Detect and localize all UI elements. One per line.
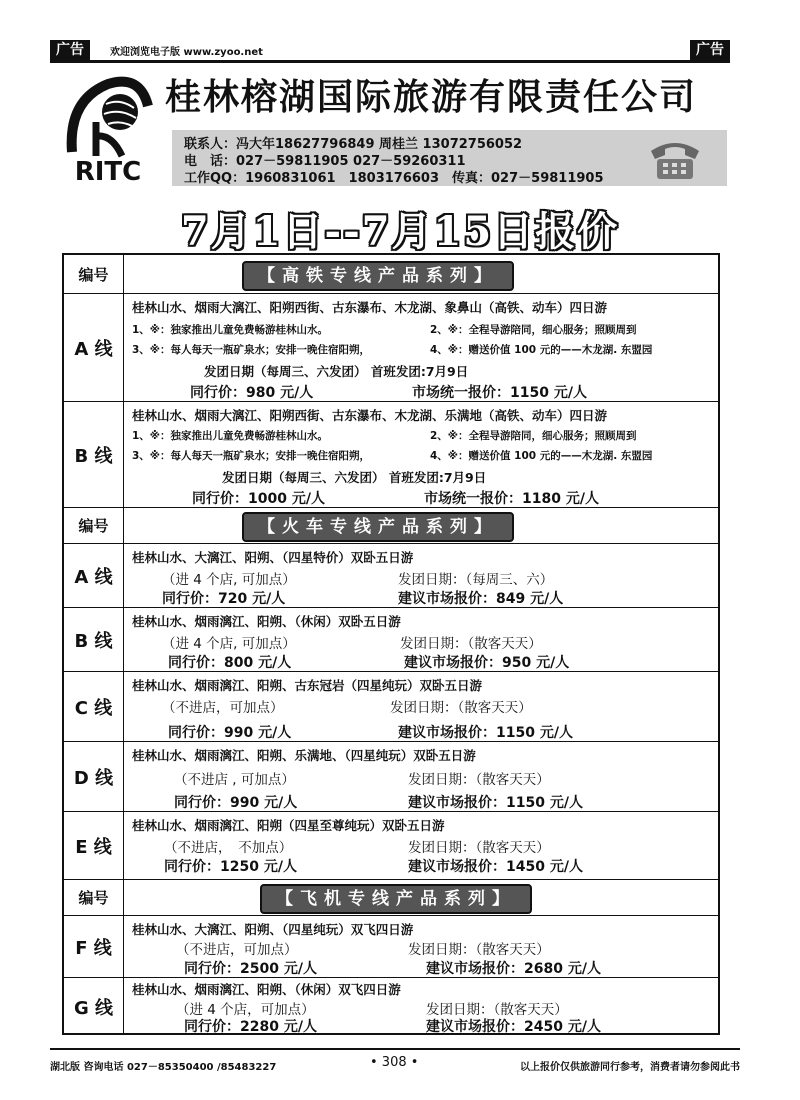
- table-row: [64, 915, 718, 977]
- route: 桂林山水、烟雨漓江、阳朔、（休闲）双卧五日游: [132, 614, 401, 629]
- shops: （不进店，可加点）: [162, 700, 284, 716]
- trade-price: 同行价：990 元/人: [168, 725, 292, 741]
- telephone-icon: [645, 133, 705, 183]
- table-row: [64, 401, 718, 507]
- date-range-title: 7月1日--7月15日报价: [180, 208, 620, 255]
- section-header-row: [64, 879, 718, 915]
- market-price: 市场统一报价：1180 元/人: [424, 491, 599, 507]
- trade-price: 同行价：990 元/人: [174, 795, 298, 811]
- price-table: [62, 253, 720, 1035]
- code-header: 编号: [64, 255, 124, 293]
- route: 桂林山水、烟雨漓江、阳朔、（休闲）双飞四日游: [132, 982, 401, 997]
- logo-text: RITC: [74, 157, 142, 186]
- table-row: [64, 811, 718, 879]
- route: 桂林山水、烟雨漓江、阳朔、乐满地、（四星纯玩）双卧五日游: [132, 748, 476, 763]
- line-code: B 线: [64, 608, 124, 671]
- schedule: 发团日期：（每周三、六）: [398, 572, 554, 588]
- shops: （不进店 , 可加点）: [174, 772, 295, 788]
- ad-tag-right: 广告: [690, 40, 730, 60]
- note: 3、※：每人每天一瓶矿泉水；安排一晚住宿阳朔，: [132, 344, 371, 356]
- shops: （进 4 个店, 可加点）: [162, 636, 296, 652]
- market-price: 建议市场报价：2680 元/人: [426, 961, 601, 977]
- company-name: 桂林榕湖国际旅游有限责任公司: [165, 77, 698, 118]
- company-logo: [62, 76, 154, 186]
- market-price: 建议市场报价：849 元/人: [398, 591, 564, 607]
- market-price: 建议市场报价：1150 元/人: [398, 725, 573, 741]
- trade-price: 同行价：980 元/人: [190, 385, 314, 401]
- footer: [50, 1048, 740, 1073]
- section-header-row: [64, 507, 718, 543]
- market-price: 市场统一报价：1150 元/人: [412, 385, 587, 401]
- schedule: 发团日期：（散客天天）: [408, 772, 550, 788]
- shops: （不进店，可加点）: [176, 942, 298, 958]
- trade-price: 同行价：2500 元/人: [184, 961, 317, 977]
- note: 2、※：全程导游陪同，细心服务；照顾周到: [430, 430, 637, 442]
- ad-tag-left: 广告: [50, 40, 90, 60]
- trade-price: 同行价：720 元/人: [162, 591, 286, 607]
- market-price: 建议市场报价：1150 元/人: [408, 795, 583, 811]
- shops: （进 4 个店，可加点）: [176, 1002, 315, 1018]
- route: 桂林山水、烟雨漓江、阳朔（四星至尊纯玩）双卧五日游: [132, 818, 445, 833]
- schedule: 发团日期：（散客天天）: [426, 1002, 568, 1018]
- code-header: 编号: [64, 880, 124, 915]
- note: 4、※：赠送价值 100 元的——木龙湖. 东盟园: [430, 450, 653, 462]
- series-banner-high-speed: 【高铁专线产品系列】: [242, 261, 514, 291]
- footer-disclaimer: 以上报价仅供旅游同行参考，消费者请勿参阅此书: [520, 1062, 740, 1073]
- trade-price: 同行价：1250 元/人: [164, 859, 297, 875]
- contact-line-1: 联系人：冯大年18627796849 周桂兰 13072756052: [184, 137, 523, 152]
- table-row: [64, 607, 718, 671]
- series-banner-train: 【火车专线产品系列】: [242, 512, 514, 542]
- route: 桂林山水、大漓江、阳朔、（四星纯玩）双飞四日游: [132, 922, 414, 937]
- route: 桂林山水、烟雨大漓江、阳朔西街、古东瀑布、木龙湖、象鼻山（高铁、动车）四日游: [132, 300, 608, 315]
- line-code: G 线: [64, 978, 124, 1035]
- note: 1、※：独家推出儿童免费畅游桂林山水。: [132, 430, 329, 442]
- contact-box: [172, 130, 727, 186]
- contact-line-2: 电 话：027－59811905 027－59260311: [184, 154, 466, 169]
- route: 桂林山水、烟雨漓江、阳朔、古东冠岩（四星纯玩）双卧五日游: [132, 678, 483, 693]
- shops: （不进店， 不加点）: [164, 840, 293, 856]
- trade-price: 同行价：2280 元/人: [184, 1019, 317, 1035]
- line-code: A 线: [64, 294, 124, 401]
- schedule: 发团日期：（散客天天）: [408, 840, 550, 856]
- line-code: E 线: [64, 812, 124, 879]
- contact-line-3: 工作QQ：1960831061 1803176603 传真：027－59811905: [184, 171, 604, 186]
- schedule: 发团日期（每周三、六发团） 首班发团:7月9日: [222, 470, 487, 485]
- trade-price: 同行价：1000 元/人: [192, 491, 325, 507]
- schedule: 发团日期（每周三、六发团） 首班发团:7月9日: [204, 364, 469, 379]
- footer-contact: 湖北版 咨询电话 027－85350400 /85483227: [50, 1062, 277, 1073]
- table-row: [64, 293, 718, 401]
- table-row: [64, 977, 718, 1035]
- series-banner-flight: 【飞机专线产品系列】: [260, 884, 532, 914]
- note: 3、※：每人每天一瓶矿泉水；安排一晚住宿阳朔，: [132, 450, 371, 462]
- note: 1、※：独家推出儿童免费畅游桂林山水。: [132, 324, 329, 336]
- line-code: C 线: [64, 672, 124, 741]
- table-row: [64, 543, 718, 607]
- code-header: 编号: [64, 508, 124, 543]
- table-row: [64, 671, 718, 741]
- table-row: [64, 741, 718, 811]
- line-code: D 线: [64, 742, 124, 811]
- site-text: 欢迎浏览电子版 www.zyoo.net: [110, 47, 263, 58]
- market-price: 建议市场报价：2450 元/人: [426, 1019, 601, 1035]
- section-header-row: [64, 255, 718, 293]
- market-price: 建议市场报价：1450 元/人: [408, 859, 583, 875]
- shops: （进 4 个店, 可加点）: [162, 572, 296, 588]
- schedule: 发团日期：（散客天天）: [390, 700, 532, 716]
- market-price: 建议市场报价：950 元/人: [404, 655, 570, 671]
- trade-price: 同行价：800 元/人: [168, 655, 292, 671]
- page-number: • 308 •: [370, 1055, 419, 1070]
- line-code: F 线: [64, 916, 124, 977]
- line-code: A 线: [64, 544, 124, 607]
- schedule: 发团日期：（散客天天）: [408, 942, 550, 958]
- top-bar: [50, 40, 730, 63]
- schedule: 发团日期：（散客天天）: [400, 636, 542, 652]
- line-code: B 线: [64, 402, 124, 507]
- note: 4、※：赠送价值 100 元的——木龙湖. 东盟园: [430, 344, 653, 356]
- note: 2、※：全程导游陪同，细心服务；照顾周到: [430, 324, 637, 336]
- route: 桂林山水、烟雨大漓江、阳朔西街、古东瀑布、木龙湖、乐满地（高铁、动车）四日游: [132, 408, 608, 423]
- route: 桂林山水、大漓江、阳朔、（四星特价）双卧五日游: [132, 550, 414, 565]
